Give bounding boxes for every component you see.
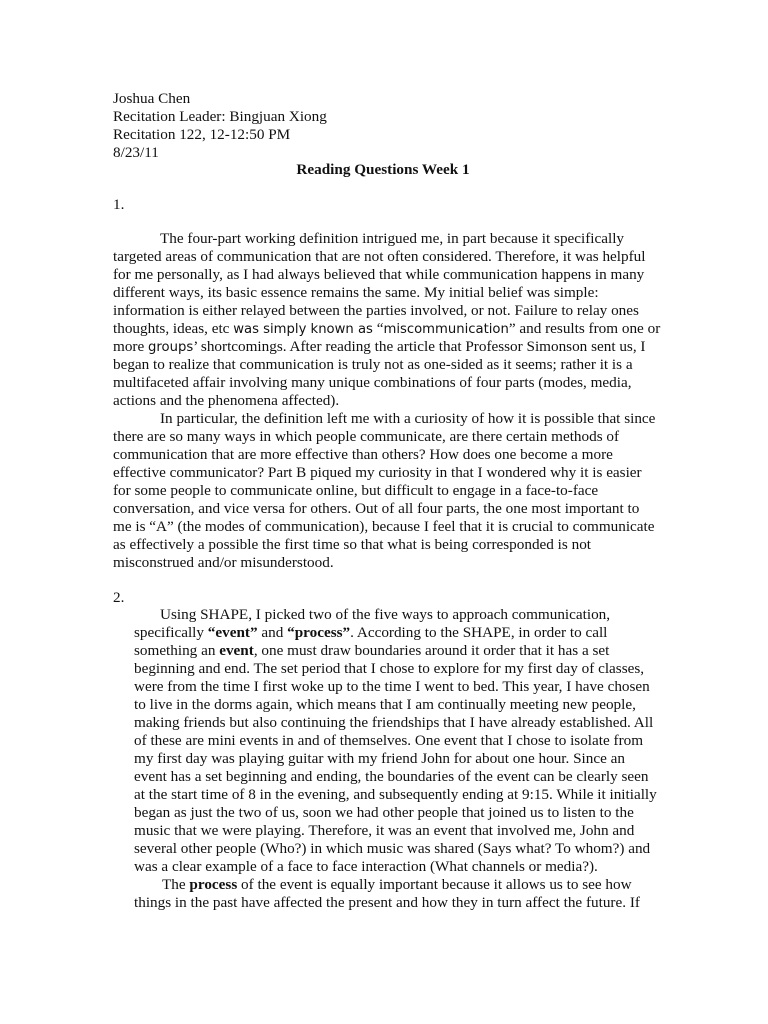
q2-line: things in the past have affected the present and how they in turn affect the future. If [134, 894, 640, 911]
q1-line: The four-part working definition intrigued me, in part because it specifically [160, 230, 625, 247]
q2-line: to live in the dorms again, which means that I am continually meeting new people, [134, 696, 636, 713]
q1-line: began to realize that communication is truly not as one-sided as it seems; rather it is a [113, 356, 633, 373]
q1-line: me is “A” (the modes of communication), because I feel that it is crucial to communicate [113, 518, 655, 535]
q2-line: began as just the two of us, soon we had other people that joined us to listen to the [134, 804, 634, 821]
q2-line: several other people (Who?) in which music was shared (Says what? To whom?) and [134, 840, 651, 857]
author-name: Joshua Chen [113, 90, 191, 107]
q2-line: at the start time of 8 in the evening, and subsequently ending at 9:15. While it initially [134, 786, 657, 803]
q2-line: music that we were playing. Therefore, it was an event that involved me, John and [134, 822, 635, 839]
q1-line: multifaceted affair involving many unique combinations of four parts (modes, media, [113, 374, 632, 391]
question-1-number: 1. [113, 196, 125, 213]
q1-line: actions and the phenomena affected). [113, 392, 340, 409]
q2-line: my first day was playing guitar with my friend John for about one hour. Since an [134, 750, 625, 767]
q1-line: for some people to communicate online, but difficult to engage in a face-to-face [113, 482, 599, 499]
q2-line: specifically “event” and “process”. According to the SHAPE, in order to call [134, 624, 608, 641]
recitation-section: Recitation 122, 12-12:50 PM [113, 126, 291, 143]
q2-line: Using SHAPE, I picked two of the five ways to approach communication, [160, 606, 611, 623]
q1-line: more groups’ shortcomings. After reading the article that Professor Simonson sent us, I [113, 338, 646, 355]
q2-line: event has a set beginning and ending, the boundaries of the event can be clearly seen [134, 768, 649, 785]
q1-line: conversation, and vice versa for others. Out of all four parts, the one most important to [113, 500, 640, 517]
q1-line: misconstrued and/or misunderstood. [113, 554, 334, 571]
q2-line: something an event, one must draw boundaries around it order that it has a set [134, 642, 610, 659]
q1-line: thoughts, ideas, etc was simply known as “miscommunication” and results from one or [113, 320, 661, 337]
recitation-leader: Recitation Leader: Bingjuan Xiong [113, 108, 327, 125]
q1-line: as effectively a possible the first time so that what is being corresponded is not [113, 536, 592, 553]
q1-line: for me personally, as I had always believed that while communication happens in many [113, 266, 645, 283]
q1-line: effective communicator? Part B piqued my curiosity in that I wondered why it is easier [113, 464, 642, 481]
document-title: Reading Questions Week 1 [296, 161, 470, 178]
q2-line: of these are mini events in and of themselves. One event that I chose to isolate from [134, 732, 644, 749]
q1-line: In particular, the definition left me with a curiosity of how it is possible that since [160, 410, 656, 427]
q2-line: were from the time I first woke up to the time I went to bed. This year, I have chosen [134, 678, 650, 695]
q2-line: was a clear example of a face to face interaction (What channels or media?). [134, 858, 598, 875]
question-2-number: 2. [113, 589, 125, 606]
q2-line: The process of the event is equally important because it allows us to see how [162, 876, 632, 893]
q1-line: communication that are more effective than others? How does one become a more [113, 446, 613, 463]
q2-line: beginning and end. The set period that I chose to explore for my first day of classes, [134, 660, 645, 677]
q1-line: targeted areas of communication that are not often considered. Therefore, it was helpful [113, 248, 646, 265]
q1-line: information is either relayed between the parties involved, or not. Failure to relay ones [113, 302, 639, 319]
date: 8/23/11 [113, 144, 159, 161]
q1-line: different ways, its basic essence remains the same. My initial belief was simple: [113, 284, 599, 301]
q1-line: there are so many ways in which people communicate, are there certain methods of [113, 428, 620, 445]
q2-line: making friends but also continuing the friendships that I have already established. All [134, 714, 654, 731]
